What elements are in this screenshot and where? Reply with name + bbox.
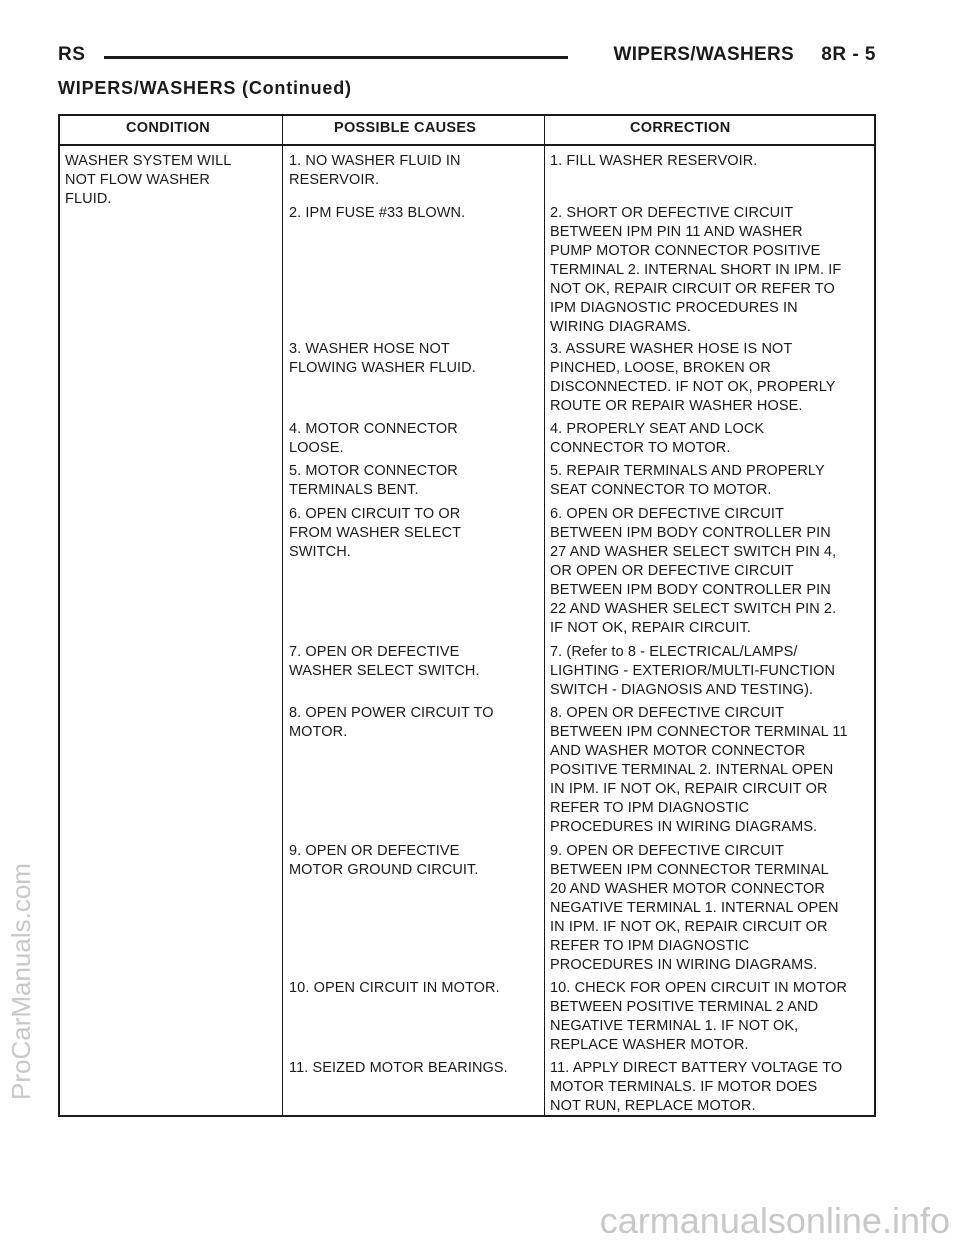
cause-cell: 4. MOTOR CONNECTOR LOOSE. [289, 421, 458, 456]
cause-cell: 6. OPEN CIRCUIT TO OR FROM WASHER SELECT SWITCH. [289, 506, 462, 560]
correction-cell: 2. SHORT OR DEFECTIVE CIRCUIT BETWEEN IPM PIN 11 AND WASHER PUMP MOTOR CONNECTOR POSITIVE TERMINAL 2. INTERNAL SHORT IN IPM. IF NOT OK, REPAIR CIRCUIT OR REFER TO IPM DIAGNOSTIC PROCEDURES IN WIRING DIAGRAMS. [550, 205, 842, 335]
section-title: WIPERS/WASHERS (Continued) [58, 78, 352, 98]
correction-cell: 3. ASSURE WASHER HOSE IS NOT PINCHED, LOOSE, BROKEN OR DISCONNECTED. IF NOT OK, PROPERLY ROUTE OR REPAIR WASHER HOSE. [550, 341, 836, 414]
correction-cell: 10. CHECK FOR OPEN CIRCUIT IN MOTOR BETWEEN POSITIVE TERMINAL 2 AND NEGATIVE TERMINAL 1. IF NOT OK, REPLACE WASHER MOTOR. [550, 980, 848, 1053]
correction-cell: 6. OPEN OR DEFECTIVE CIRCUIT BETWEEN IPM BODY CONTROLLER PIN 27 AND WASHER SELECT SWITCH PIN 4, OR OPEN OR DEFECTIVE CIRCUIT BETWEEN IPM BODY CONTROLLER PIN 22 AND WASHER SELECT SWITCH PIN 2. IF NOT OK, REPAIR CIRCUIT. [550, 506, 837, 636]
correction-cell: 7. (Refer to 8 - ELECTRICAL/LAMPS/ LIGHTING - EXTERIOR/MULTI-FUNCTION SWITCH - DIAGNOSIS AND TESTING). [550, 644, 836, 698]
correction-cell: 8. OPEN OR DEFECTIVE CIRCUIT BETWEEN IPM CONNECTOR TERMINAL 11 AND WASHER MOTOR CONNECTOR POSITIVE TERMINAL 2. INTERNAL OPEN IN IPM. IF NOT OK, REPAIR CIRCUIT OR REFER TO IPM DIAGNOSTIC PROCEDURES IN WIRING DIAGRAMS. [550, 705, 848, 835]
column-header-possible-causes: POSSIBLE CAUSES [334, 120, 477, 136]
table-header-row [60, 116, 874, 146]
side-watermark: ProCarManuals.com [6, 863, 36, 1100]
header-rule [104, 56, 568, 59]
bottom-watermark: carmanualsonline.info [599, 1200, 950, 1241]
page-header [58, 44, 876, 74]
correction-cell: 11. APPLY DIRECT BATTERY VOLTAGE TO MOTOR TERMINALS. IF MOTOR DOES NOT RUN, REPLACE MOTOR. [550, 1060, 843, 1114]
cause-cell: 8. OPEN POWER CIRCUIT TO MOTOR. [289, 705, 494, 740]
correction-cell: 1. FILL WASHER RESERVOIR. [550, 153, 758, 169]
header-left-code: RS [58, 44, 86, 65]
correction-cell: 5. REPAIR TERMINALS AND PROPERLY SEAT CONNECTOR TO MOTOR. [550, 463, 825, 498]
header-page-number: 8R - 5 [821, 44, 876, 65]
cause-cell: 7. OPEN OR DEFECTIVE WASHER SELECT SWITCH. [289, 644, 480, 679]
cause-cell: 11. SEIZED MOTOR BEARINGS. [289, 1060, 508, 1076]
header-section-name: WIPERS/WASHERS [613, 44, 794, 65]
cause-cell: 1. NO WASHER FLUID IN RESERVOIR. [289, 153, 461, 188]
cause-cell: 10. OPEN CIRCUIT IN MOTOR. [289, 980, 500, 996]
cause-cell: 2. IPM FUSE #33 BLOWN. [289, 205, 466, 221]
correction-cell: 4. PROPERLY SEAT AND LOCK CONNECTOR TO MOTOR. [550, 421, 765, 456]
cause-cell: 3. WASHER HOSE NOT FLOWING WASHER FLUID. [289, 341, 476, 376]
cause-cell: 9. OPEN OR DEFECTIVE MOTOR GROUND CIRCUIT. [289, 843, 479, 878]
condition-cell: WASHER SYSTEM WILL NOT FLOW WASHER FLUID. [65, 153, 232, 207]
column-header-condition: CONDITION [126, 120, 211, 136]
column-header-correction: CORRECTION [630, 120, 731, 136]
column-divider [282, 116, 283, 1115]
correction-cell: 9. OPEN OR DEFECTIVE CIRCUIT BETWEEN IPM CONNECTOR TERMINAL 20 AND WASHER MOTOR CONNECTOR NEGATIVE TERMINAL 1. INTERNAL OPEN IN IPM. IF NOT OK, REPAIR CIRCUIT OR REFER TO IPM DIAGNOSTIC PROCEDURES IN WIRING DIAGRAMS. [550, 843, 839, 973]
diagnosis-table [58, 114, 876, 1117]
column-divider [544, 116, 545, 1115]
cause-cell: 5. MOTOR CONNECTOR TERMINALS BENT. [289, 463, 458, 498]
